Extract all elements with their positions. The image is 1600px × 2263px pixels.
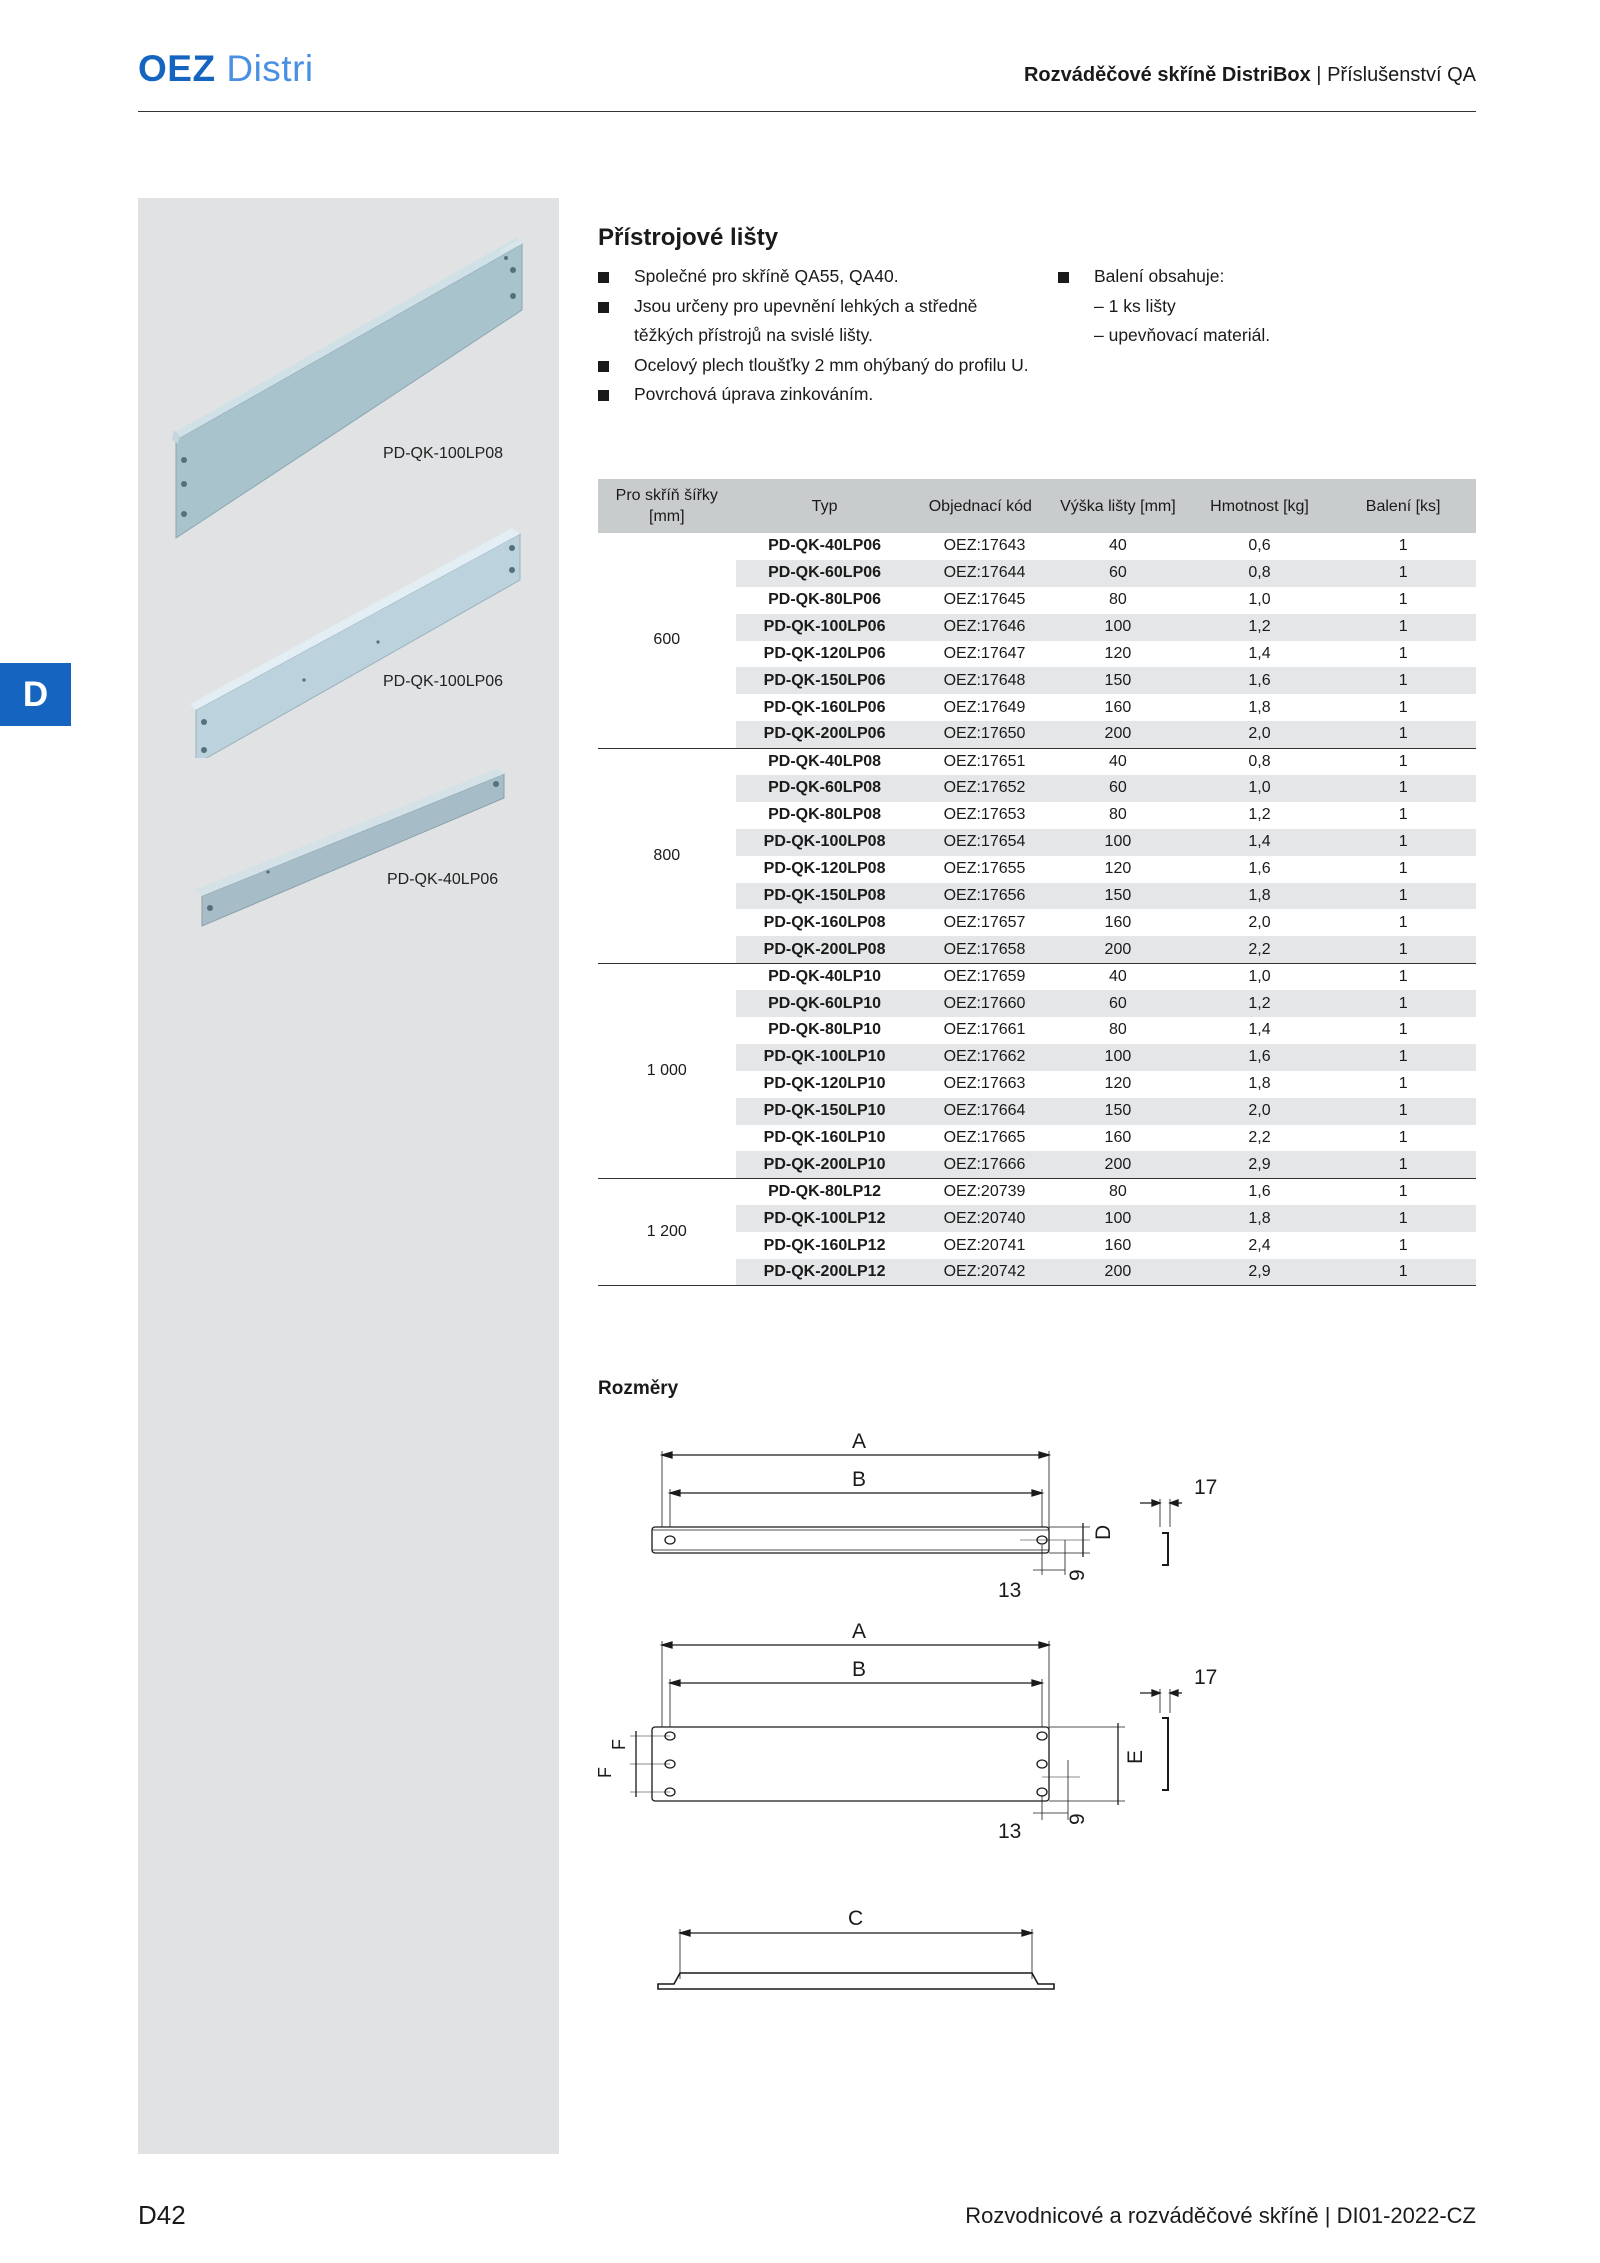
product-label-1: PD-QK-100LP08	[383, 445, 504, 462]
weight-cell: 1,4	[1189, 829, 1331, 856]
logo-oez: OEZ	[138, 48, 216, 89]
order-code-cell: OEZ:17645	[943, 591, 1026, 609]
table-row	[598, 533, 1476, 560]
order-code-cell: OEZ:17648	[914, 667, 1048, 694]
type-cell: PD-QK-120LP06	[763, 645, 886, 662]
pack-cell: 1	[1398, 1075, 1408, 1093]
type-cell: PD-QK-40LP08	[768, 752, 882, 770]
height-cell: 80	[1109, 1183, 1127, 1201]
height-cell: 80	[1109, 806, 1127, 824]
order-code-cell: OEZ:17664	[914, 1098, 1048, 1125]
cabinet-width-cell: 1 000	[598, 963, 736, 1178]
header-separator: |	[1316, 64, 1322, 86]
pack-cell: 1	[1330, 775, 1476, 802]
type-cell: PD-QK-160LP10	[763, 1129, 886, 1147]
height-cell: 80	[1109, 591, 1127, 609]
height-cell: 100	[1047, 1205, 1189, 1232]
type-cell: PD-QK-200LP12	[736, 1259, 914, 1286]
height-cell: 200	[1047, 1151, 1189, 1178]
order-code-cell: OEZ:17646	[914, 614, 1048, 641]
package-label: Balení obsahuje:	[1058, 262, 1418, 292]
weight-cell: 1,2	[1189, 614, 1331, 641]
order-code-cell: OEZ:20739	[943, 1183, 1026, 1201]
pack-cell: 1	[1398, 1183, 1408, 1201]
height-cell: 200	[1047, 721, 1189, 748]
height-cell: 40	[1109, 752, 1127, 770]
dim-label-b1: B	[852, 1468, 867, 1491]
dim-label-13a: 13	[998, 1579, 1022, 1602]
type-cell: PD-QK-200LP10	[736, 1151, 914, 1178]
order-code-cell: OEZ:17654	[914, 829, 1048, 856]
chapter-tab: D	[0, 663, 71, 726]
feature-item: Povrchová úprava zinkováním.	[598, 380, 1038, 410]
order-code-cell: OEZ:17663	[943, 1075, 1026, 1093]
type-cell: PD-QK-60LP06	[736, 560, 914, 587]
height-cell: 160	[1104, 1129, 1132, 1147]
type-cell: PD-QK-80LP08	[768, 806, 882, 824]
height-cell: 160	[1104, 913, 1132, 931]
weight-cell: 2,0	[1248, 913, 1271, 931]
product-label-3: PD-QK-40LP06	[387, 871, 499, 888]
type-cell: PD-QK-40LP10	[768, 967, 882, 985]
table-row	[598, 748, 1476, 775]
dim-label-f2: F	[595, 1767, 615, 1778]
package-item: – upevňovací materiál.	[1094, 325, 1271, 345]
dim-label-9b: 9	[1066, 1813, 1089, 1825]
pack-cell: 1	[1398, 1236, 1408, 1254]
type-cell: PD-QK-160LP08	[763, 913, 886, 931]
rail-image-40lp06	[194, 768, 504, 926]
weight-cell: 2,2	[1248, 1129, 1271, 1147]
height-cell: 60	[1047, 560, 1189, 587]
height-cell: 100	[1047, 614, 1189, 641]
type-cell: PD-QK-200LP08	[736, 936, 914, 963]
pack-cell: 1	[1398, 967, 1408, 985]
feature-item: Jsou určeny pro upevnění lehkých a středně těžkých přístrojů na svislé lišty.	[598, 292, 1038, 351]
pack-cell: 1	[1330, 990, 1476, 1017]
pack-cell: 1	[1398, 537, 1408, 555]
height-cell: 150	[1047, 883, 1189, 910]
weight-cell: 1,6	[1248, 860, 1271, 878]
pack-cell: 1	[1398, 1021, 1408, 1039]
pack-cell: 1	[1398, 752, 1408, 770]
height-cell: 200	[1047, 1259, 1189, 1286]
pack-cell: 1	[1398, 645, 1408, 662]
rail-image-40lp06-wrap	[138, 738, 559, 938]
dim-label-e: E	[1124, 1749, 1147, 1764]
height-cell: 80	[1109, 1021, 1127, 1039]
order-code-cell: OEZ:17657	[943, 913, 1026, 931]
order-code-cell: OEZ:17643	[943, 537, 1026, 555]
height-cell: 160	[1104, 1236, 1132, 1254]
pack-cell: 1	[1330, 614, 1476, 641]
header-section-name: Příslušenství QA	[1327, 64, 1476, 86]
pack-cell: 1	[1398, 860, 1408, 878]
height-cell: 60	[1047, 775, 1189, 802]
height-cell: 120	[1104, 1075, 1132, 1093]
type-cell: PD-QK-100LP10	[736, 1044, 914, 1071]
weight-cell: 1,2	[1189, 990, 1331, 1017]
dim-label-13b: 13	[998, 1820, 1022, 1843]
oez-distri-logo	[138, 48, 314, 90]
col-header-pack: Balení [ks]	[1330, 479, 1476, 533]
order-code-cell: OEZ:17656	[914, 883, 1048, 910]
pack-cell: 1	[1330, 721, 1476, 748]
dim-label-a1: A	[852, 1430, 867, 1453]
pack-cell: 1	[1330, 829, 1476, 856]
weight-cell: 1,4	[1248, 645, 1271, 662]
type-cell: PD-QK-60LP10	[736, 990, 914, 1017]
page-header	[138, 44, 1476, 112]
pack-cell: 1	[1398, 591, 1408, 609]
order-code-cell: OEZ:17651	[943, 752, 1026, 770]
height-cell: 150	[1047, 667, 1189, 694]
height-cell: 120	[1104, 860, 1132, 878]
feature-list	[598, 262, 1038, 410]
height-cell: 150	[1047, 1098, 1189, 1125]
drawing-small-rail	[652, 1451, 1182, 1575]
cabinet-width-cell: 1 200	[598, 1178, 736, 1286]
weight-cell: 1,6	[1248, 1183, 1271, 1201]
order-code-cell: OEZ:20740	[914, 1205, 1048, 1232]
page-number: D42	[138, 2200, 186, 2230]
table-row	[598, 1178, 1476, 1205]
weight-cell: 2,2	[1189, 936, 1331, 963]
feature-item: Společné pro skříně QA55, QA40.	[598, 262, 1038, 292]
order-code-cell: OEZ:17652	[914, 775, 1048, 802]
order-code-cell: OEZ:17658	[914, 936, 1048, 963]
height-cell: 100	[1047, 1044, 1189, 1071]
cabinet-width-cell: 800	[598, 748, 736, 963]
pack-cell: 1	[1330, 883, 1476, 910]
drawing-top-view	[658, 1929, 1054, 1989]
weight-cell: 0,8	[1189, 560, 1331, 587]
weight-cell: 2,0	[1189, 1098, 1331, 1125]
table-header-row	[598, 479, 1476, 533]
weight-cell: 0,8	[1248, 752, 1271, 770]
weight-cell: 2,4	[1248, 1236, 1271, 1254]
weight-cell: 1,8	[1189, 1205, 1331, 1232]
type-cell: PD-QK-80LP12	[768, 1183, 882, 1201]
order-code-cell: OEZ:17644	[914, 560, 1048, 587]
pack-cell: 1	[1330, 560, 1476, 587]
rail-image-100lp08	[172, 238, 522, 538]
order-code-cell: OEZ:17649	[943, 698, 1026, 716]
order-code-cell: OEZ:17661	[943, 1021, 1026, 1039]
feature-item: Ocelový plech tloušťky 2 mm ohýbaný do profilu U.	[598, 351, 1038, 381]
package-list	[1058, 262, 1418, 351]
col-header-width: Pro skříň šířky [mm]	[598, 479, 736, 533]
height-cell: 160	[1104, 698, 1132, 716]
height-cell: 100	[1047, 829, 1189, 856]
product-label-2: PD-QK-100LP06	[383, 673, 504, 690]
height-cell: 40	[1109, 967, 1127, 985]
order-code-cell: OEZ:17653	[943, 806, 1026, 824]
weight-cell: 1,8	[1248, 698, 1271, 716]
document-id: Rozvodnicové a rozváděčové skříně | DI01-2022-CZ	[965, 2203, 1476, 2228]
order-code-cell: OEZ:17665	[943, 1129, 1026, 1147]
height-cell: 60	[1047, 990, 1189, 1017]
weight-cell: 0,6	[1248, 537, 1271, 555]
order-code-cell: OEZ:17647	[943, 645, 1026, 662]
pack-cell: 1	[1330, 1151, 1476, 1178]
pack-cell: 1	[1398, 913, 1408, 931]
pack-cell: 1	[1398, 698, 1408, 716]
pack-cell: 1	[1330, 936, 1476, 963]
dimensions-heading: Rozměry	[598, 1378, 679, 1399]
table-body	[598, 533, 1476, 1286]
weight-cell: 1,0	[1248, 967, 1271, 985]
type-cell: PD-QK-150LP08	[736, 883, 914, 910]
product-table	[598, 479, 1476, 1286]
dimension-drawings	[580, 1415, 1280, 2000]
weight-cell: 1,8	[1248, 1075, 1271, 1093]
dim-label-17a: 17	[1194, 1476, 1218, 1499]
pack-cell: 1	[1330, 667, 1476, 694]
drawing-wide-rail	[630, 1641, 1182, 1820]
col-header-code: Objednací kód	[914, 479, 1048, 533]
order-code-cell: OEZ:17660	[914, 990, 1048, 1017]
header-section-bold: Rozváděčové skříně DistriBox	[1023, 64, 1311, 86]
pack-cell: 1	[1330, 1044, 1476, 1071]
height-cell: 40	[1109, 537, 1127, 555]
order-code-cell: OEZ:17650	[914, 721, 1048, 748]
type-cell: PD-QK-120LP08	[763, 860, 886, 878]
weight-cell: 1,6	[1189, 667, 1331, 694]
cabinet-width-cell: 600	[598, 533, 736, 748]
col-header-weight: Hmotnost [kg]	[1189, 479, 1331, 533]
pack-cell: 1	[1330, 1259, 1476, 1286]
dim-label-b2: B	[852, 1658, 867, 1681]
type-cell: PD-QK-160LP06	[763, 698, 886, 716]
type-cell: PD-QK-200LP06	[736, 721, 914, 748]
weight-cell: 2,0	[1189, 721, 1331, 748]
col-header-height: Výška lišty [mm]	[1047, 479, 1189, 533]
pack-cell: 1	[1398, 806, 1408, 824]
type-cell: PD-QK-120LP10	[763, 1075, 886, 1093]
order-code-cell: OEZ:20742	[914, 1259, 1048, 1286]
pack-cell: 1	[1330, 1205, 1476, 1232]
dim-label-f1: F	[609, 1739, 629, 1750]
weight-cell: 1,4	[1248, 1021, 1271, 1039]
type-cell: PD-QK-100LP06	[736, 614, 914, 641]
type-cell: PD-QK-150LP10	[736, 1098, 914, 1125]
dim-label-a2: A	[852, 1620, 867, 1643]
table-row	[598, 963, 1476, 990]
pack-cell: 1	[1398, 1129, 1408, 1147]
height-cell: 200	[1047, 936, 1189, 963]
type-cell: PD-QK-100LP08	[736, 829, 914, 856]
header-section	[1024, 64, 1476, 87]
order-code-cell: OEZ:20741	[943, 1236, 1026, 1254]
order-code-cell: OEZ:17659	[943, 967, 1026, 985]
dim-label-9a: 9	[1066, 1569, 1089, 1581]
package-item: – 1 ks lišty	[1094, 295, 1176, 316]
weight-cell: 1,0	[1189, 775, 1331, 802]
dim-label-17b: 17	[1194, 1666, 1218, 1689]
col-header-type: Typ	[736, 479, 914, 533]
order-code-cell: OEZ:17666	[914, 1151, 1048, 1178]
weight-cell: 1,6	[1189, 1044, 1331, 1071]
weight-cell: 1,2	[1248, 806, 1271, 824]
type-cell: PD-QK-100LP12	[736, 1205, 914, 1232]
type-cell: PD-QK-80LP10	[768, 1021, 882, 1039]
height-cell: 120	[1104, 645, 1132, 662]
page-title: Přístrojové lišty	[598, 224, 779, 251]
product-image-panel	[138, 198, 559, 2154]
order-code-cell: OEZ:17655	[943, 860, 1026, 878]
order-code-cell: OEZ:17662	[914, 1044, 1048, 1071]
type-cell: PD-QK-40LP06	[768, 537, 882, 555]
weight-cell: 2,9	[1189, 1259, 1331, 1286]
type-cell: PD-QK-160LP12	[763, 1236, 886, 1254]
logo-distri: Distri	[226, 48, 314, 89]
dim-label-d: D	[1092, 1524, 1115, 1540]
dim-label-c: C	[848, 1907, 864, 1930]
weight-cell: 1,0	[1248, 591, 1271, 609]
type-cell: PD-QK-60LP08	[736, 775, 914, 802]
weight-cell: 1,8	[1189, 883, 1331, 910]
rail-image-100lp06	[190, 528, 520, 758]
pack-cell: 1	[1330, 1098, 1476, 1125]
type-cell: PD-QK-80LP06	[768, 591, 882, 609]
weight-cell: 2,9	[1189, 1151, 1331, 1178]
type-cell: PD-QK-150LP06	[736, 667, 914, 694]
